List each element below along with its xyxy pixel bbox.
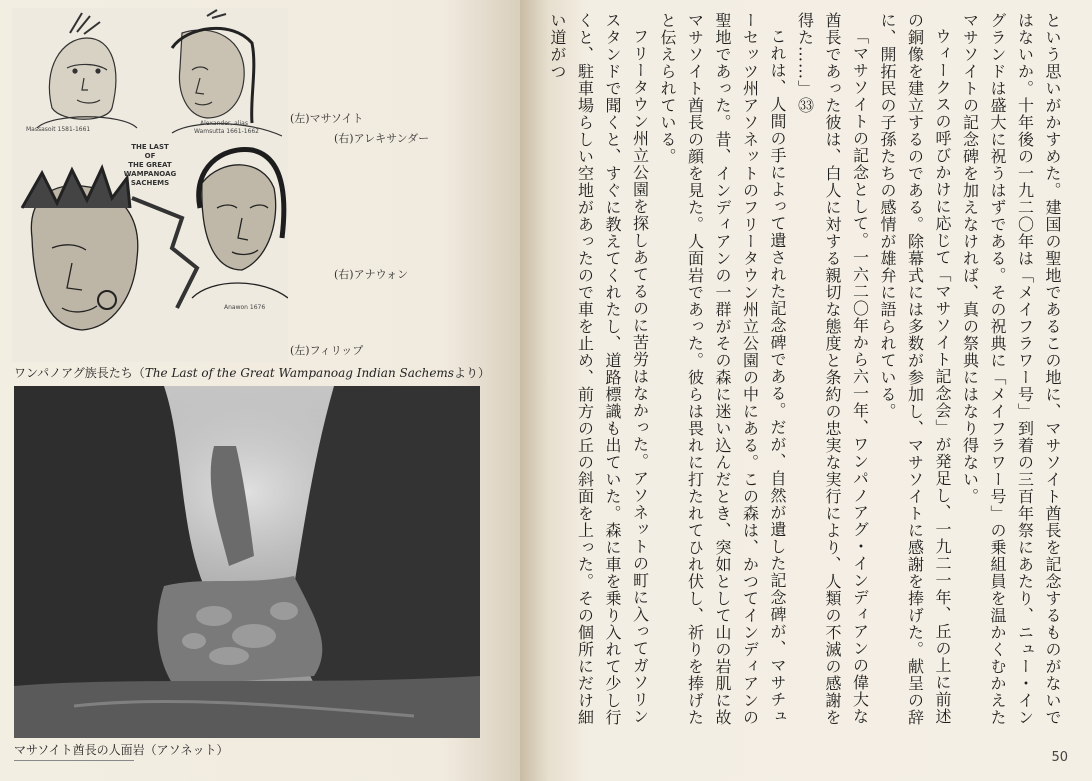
alexander-label-line2: Wamsutta 1661-1662 (194, 128, 259, 135)
paragraph: フリータウン州立公園を探しあてるのに苦労はなかった。アソネットの町に入ってガソリンスタンドで聞くと、すぐに教えてくれたし、道路標識も出ていた。森に車を乗り入れて少し行くと、駐車場らしい空地があったので車を止め、前方の丘の斜面を上った。その個所にだけ細い道がつ (548, 12, 650, 726)
plate-heading (104, 143, 196, 188)
paragraph: これは、人間の手によって遺された記念碑である。だが、自然が遺した記念碑が、マサチューセッツ州アソネットのフリータウン州立公園の中にある。この森は、かつてインディアンの聖地であった。昔、インディアンの一群がその森に迷い込んだとき、突如として山の岩肌に故マサソイト酋長の顔を見た。人面岩であった。彼らは畏れに打たれてひれ伏し、祈りを捧げたと伝えられている。 (658, 12, 787, 726)
plate-caption-jp: ワンパノアグ族長たち（ (14, 366, 145, 380)
plate-caption-tail: より） (453, 366, 490, 380)
plate-heading-line: SACHEMS (130, 179, 170, 187)
plate-heading-line: OF (144, 152, 156, 160)
vertical-body-text (544, 12, 1067, 732)
paragraph: ウィークスの呼びかけに応じて「マサソイト記念会」が発足し、一九二一年、丘の上に前述の銅像を建立するのである。除幕式には多数が参加し、マサソイトに感謝を捧げた。献呈の辞に、開拓民の子孫たちの感情が雄弁に語られている。 (878, 12, 952, 726)
plate-caption (14, 364, 490, 381)
massasoit-label: Massasoit 1581-1661 (26, 126, 91, 133)
right-page (520, 0, 1092, 781)
left-page (0, 0, 520, 781)
paragraph: 「マサソイトの記念として。一六二〇年から六一年、ワンパノアグ・インディアンの偉大な酋長であった彼は、白人に対する親切な態度と条約の忠実な実行により、人類の不滅の感謝を得た……」㉝ (795, 12, 870, 726)
caption-rule (14, 760, 134, 761)
label-massasoit-jp: (左)マサソイト (290, 112, 364, 125)
label-alexander-jp: (右)アレキサンダー (334, 132, 430, 145)
photo-caption: マサソイト酋長の人面岩（アソネット） (14, 743, 229, 757)
face-rock-photo-image (14, 386, 480, 738)
plate-heading-line: THE GREAT WAMPANOAG (123, 161, 177, 178)
label-philip-jp: (左)フィリップ (290, 344, 364, 357)
sachems-portrait-plate (12, 8, 288, 362)
alexander-label-line1: Alexander, alias (200, 120, 248, 127)
anawon-label: Anawon 1676 (224, 304, 266, 311)
face-rock-photo (14, 386, 480, 738)
page-number: 50 (1051, 750, 1068, 765)
paragraph: という思いがかすめた。建国の聖地であるこの地に、マサソイト酋長を記念するものがないではないか。十年後の一九二〇年は「メイフラワー号」到着の三百年祭にあたり、ニュー・イングランドは盛大に祝うはずである。その祝典に「メイフラワー号」の乗組員を温かくむかえたマサソイトの記念碑を加えなければ、真の祭典にはなり得ない。 (960, 12, 1062, 726)
plate-heading-line: THE LAST (131, 143, 169, 151)
plate-caption-en: The Last of the Great Wampanoag Indian Sachems (144, 366, 454, 380)
label-anawon-jp: (右)アナウォン (334, 268, 409, 281)
